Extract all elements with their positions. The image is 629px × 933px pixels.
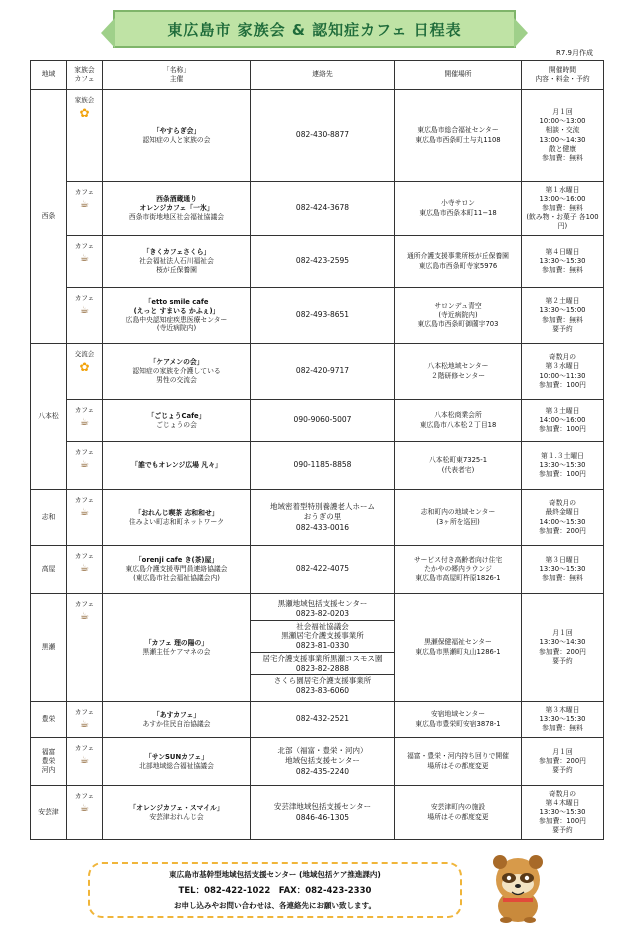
venue-cell: 安宿地域センター 東広島市豊栄町安宿3878-1: [395, 702, 522, 738]
type-cell: カフェ ☕: [67, 400, 103, 442]
name-cell: 「カフェ 理の陽の」 黒瀬主任ケアマネの会: [103, 594, 251, 702]
type-cell: 交流会 ✿: [67, 344, 103, 400]
type-cell: カフェ ☕: [67, 288, 103, 344]
name-cell: 「ケアメンの会」 認知症の家族を介護している 男性の交流会: [103, 344, 251, 400]
venue-cell: 八本松商業会所 東広島市八本松２丁目18: [395, 400, 522, 442]
schedule-cell: 第３木曜日 13:30～15:30 参加費：無料: [522, 702, 604, 738]
type-cell: カフェ ☕: [67, 594, 103, 702]
contact-cell: 地域密着型特別養護老人ホーム おうぎの里 082-433-0016: [251, 490, 395, 546]
coffee-icon: ☕: [80, 507, 89, 519]
name-cell: 「オレンジカフェ・スマイル」 安芸津おれんじ会: [103, 786, 251, 840]
area-cell: 高屋: [31, 546, 67, 594]
header-name: 「名称」 主催: [103, 61, 251, 90]
contact-entry: 居宅介護支援事業所黒瀬コスモス園 0823-82-2888: [251, 653, 394, 676]
coffee-icon: ☕: [80, 611, 89, 623]
venue-cell: 東広島市総合福祉センター 東広島市西条町土与丸1108: [395, 90, 522, 182]
type-cell: カフェ ☕: [67, 786, 103, 840]
coffee-icon: ☕: [80, 305, 89, 317]
contact-cell: 082-420-9717: [251, 344, 395, 400]
coffee-icon: ☕: [80, 803, 89, 815]
type-cell: カフェ ☕: [67, 442, 103, 490]
table-row: [31, 738, 604, 786]
name-cell: 「orenji cafe き(茶)屋」 東広島介護支援専門員連絡協議会 (東広島市社会福祉協議会内): [103, 546, 251, 594]
contact-cell: 082-430-8877: [251, 90, 395, 182]
venue-cell: 黒瀬保健福祉センター 東広島市黒瀬町丸山1286-1: [395, 594, 522, 702]
coffee-icon: ☕: [80, 755, 89, 767]
table-row: [31, 442, 604, 490]
table-row: [31, 702, 604, 738]
name-cell: 「きくカフェさくら」 社会福祉法人石川福祉会 桜が丘保養園: [103, 236, 251, 288]
area-cell: 黒瀬: [31, 594, 67, 702]
type-cell: カフェ ☕: [67, 236, 103, 288]
name-cell: 「誰でもオレンジ広場 凡々」: [103, 442, 251, 490]
table-row: [31, 400, 604, 442]
coffee-icon: ☕: [80, 563, 89, 575]
schedule-table: [30, 60, 604, 840]
name-cell: 「おれんじ喫茶 志和和せ」 住みよい町志和町ネットワーク: [103, 490, 251, 546]
venue-cell: 八本松町東7325-1 (代表者宅): [395, 442, 522, 490]
name-cell: 西条酒蔵通り オレンジカフェ「一氷」 西条市街地地区社会福祉協議会: [103, 182, 251, 236]
schedule-cell: 第３日曜日 13:30～15:30 参加費：無料: [522, 546, 604, 594]
schedule-cell: 月１回 参加費：200円 要予約: [522, 738, 604, 786]
area-cell: 八本松: [31, 344, 67, 490]
contact-entry: 社会福祉協議会 黒瀬居宅介護支援事業所 0823-81-0330: [251, 621, 394, 653]
table-body: [31, 90, 604, 840]
contact-cell: 082-493-8651: [251, 288, 395, 344]
footer-org: 東広島市基幹型地域包括支援センター (地域包括ケア推進課内): [169, 870, 381, 879]
contact-cell: [251, 594, 395, 702]
area-cell: 福富 豊栄 河内: [31, 738, 67, 786]
schedule-cell: 第４日曜日 13:30～15:30 参加費：無料: [522, 236, 604, 288]
schedule-cell: 月１回 13:30～14:30 参加費：200円 要予約: [522, 594, 604, 702]
page-title: 東広島市 家族会 & 認知症カフェ 日程表: [167, 20, 462, 39]
type-cell: カフェ ☕: [67, 546, 103, 594]
schedule-cell: 第１水曜日 13:00～16:00 参加費：無料 (飲み物・お菓子 各100円): [522, 182, 604, 236]
venue-cell: サロンデュ青空 (寺近病院内) 東広島市西条町御薗宇703: [395, 288, 522, 344]
header-schedule: 開催時間 内容・料金・予約: [522, 61, 604, 90]
header-contact: 連絡先: [251, 61, 395, 90]
schedule-cell: 奇数月の 最終金曜日 14:00～15:30 参加費：200円: [522, 490, 604, 546]
contact-cell: 北部（福富・豊栄・河内） 地域包括支援センター 082-435-2240: [251, 738, 395, 786]
contact-entry: さくら園居宅介護支援事業所 0823-83-6060: [273, 676, 372, 696]
venue-cell: 安芸津町内の施設 場所はその都度変更: [395, 786, 522, 840]
table-row: [31, 288, 604, 344]
header-type: 家族会 カフェ: [67, 61, 103, 90]
area-cell: 安芸津: [31, 786, 67, 840]
coffee-icon: ☕: [80, 719, 89, 731]
header-area: 地域: [31, 61, 67, 90]
table-row: [31, 182, 604, 236]
schedule-cell: 奇数月の 第４木曜日 13:30～15:30 参加費：100円 要予約: [522, 786, 604, 840]
type-cell: カフェ ☕: [67, 702, 103, 738]
name-cell: 「あすカフェ」 あすか住民自治協議会: [103, 702, 251, 738]
name-cell: 「ごじょうCafe」 ごじょうの会: [103, 400, 251, 442]
coffee-icon: ☕: [80, 417, 89, 429]
type-cell: カフェ ☕: [67, 182, 103, 236]
venue-cell: 小寺サロン 東広島市西条本町11−18: [395, 182, 522, 236]
schedule-cell: 月１回 10:00～13:00 相談・交流 13:00～14:30 散と健康 参加費：無料: [522, 90, 604, 182]
area-cell: 志和: [31, 490, 67, 546]
name-cell: 「etto smile cafe (えっと すまいる かふぇ)」 広島中央認知症疾患医療センター (寺近病院内): [103, 288, 251, 344]
area-cell: 西条: [31, 90, 67, 344]
table-row: [31, 594, 604, 702]
header-venue: 開催場所: [395, 61, 522, 90]
name-cell: 「やすらぎ会」 認知症の人と家族の会: [103, 90, 251, 182]
venue-cell: 八本松地域センター ２階研修センター: [395, 344, 522, 400]
venue-cell: 通所介護支援事業所桜が丘保養園 東広島市西条町寺家5976: [395, 236, 522, 288]
contact-cell: 082-423-2595: [251, 236, 395, 288]
footer-contact-box: [88, 862, 462, 918]
flower-icon: ✿: [79, 106, 90, 121]
type-cell: 家族会 ✿: [67, 90, 103, 182]
coffee-icon: ☕: [80, 199, 89, 211]
coffee-icon: ☕: [80, 253, 89, 265]
venue-cell: 志和町内の地域センター (3ヶ所を巡回): [395, 490, 522, 546]
contact-cell: 090-1185-8858: [251, 442, 395, 490]
type-cell: カフェ ☕: [67, 490, 103, 546]
table-header-row: [31, 61, 604, 90]
table-row: [31, 546, 604, 594]
tanuki-mascot-icon: [478, 846, 558, 926]
venue-cell: 福富・豊栄・河内持ち回りで開催 場所はその都度変更: [395, 738, 522, 786]
contact-entry: 黒瀬地域包括支援センター 0823-82-0203: [251, 598, 394, 621]
footer-tel: TEL：082-422-1022 FAX：082-423-2330: [178, 886, 372, 896]
table-row: [31, 90, 604, 182]
coffee-icon: ☕: [80, 459, 89, 471]
table-row: [31, 490, 604, 546]
venue-cell: サービス付き高齢者向け住宅 たかやの郷内ラウンジ 東広島市高屋町杵原1826-1: [395, 546, 522, 594]
title-banner: [113, 10, 516, 48]
type-cell: カフェ ☕: [67, 738, 103, 786]
area-cell: 豊栄: [31, 702, 67, 738]
table-row: [31, 236, 604, 288]
schedule-cell: 第２土曜日 13:30～15:00 参加費：無料 要予約: [522, 288, 604, 344]
flower-icon: ✿: [79, 360, 90, 375]
schedule-cell: 第３土曜日 14:00～16:00 参加費：100円: [522, 400, 604, 442]
schedule-cell: 第１.３土曜日 13:30～15:30 参加費：100円: [522, 442, 604, 490]
contact-cell: 安芸津地域包括支援センター 0846-46-1305: [251, 786, 395, 840]
schedule-cell: 奇数月の 第３水曜日 10:00～11:30 参加費：100円: [522, 344, 604, 400]
date-note: R7.9月作成: [556, 49, 593, 57]
contact-cell: 090-9060-5007: [251, 400, 395, 442]
footer-note: お申し込みやお問い合わせは、各連絡先にお願い致します。: [174, 901, 376, 910]
contact-cell: 082-422-4075: [251, 546, 395, 594]
contact-cell: 082-424-3678: [251, 182, 395, 236]
contact-cell: 082-432-2521: [251, 702, 395, 738]
table-row: [31, 786, 604, 840]
name-cell: 「サンSUNカフェ」 北部地域総合福祉協議会: [103, 738, 251, 786]
table-row: [31, 344, 604, 400]
